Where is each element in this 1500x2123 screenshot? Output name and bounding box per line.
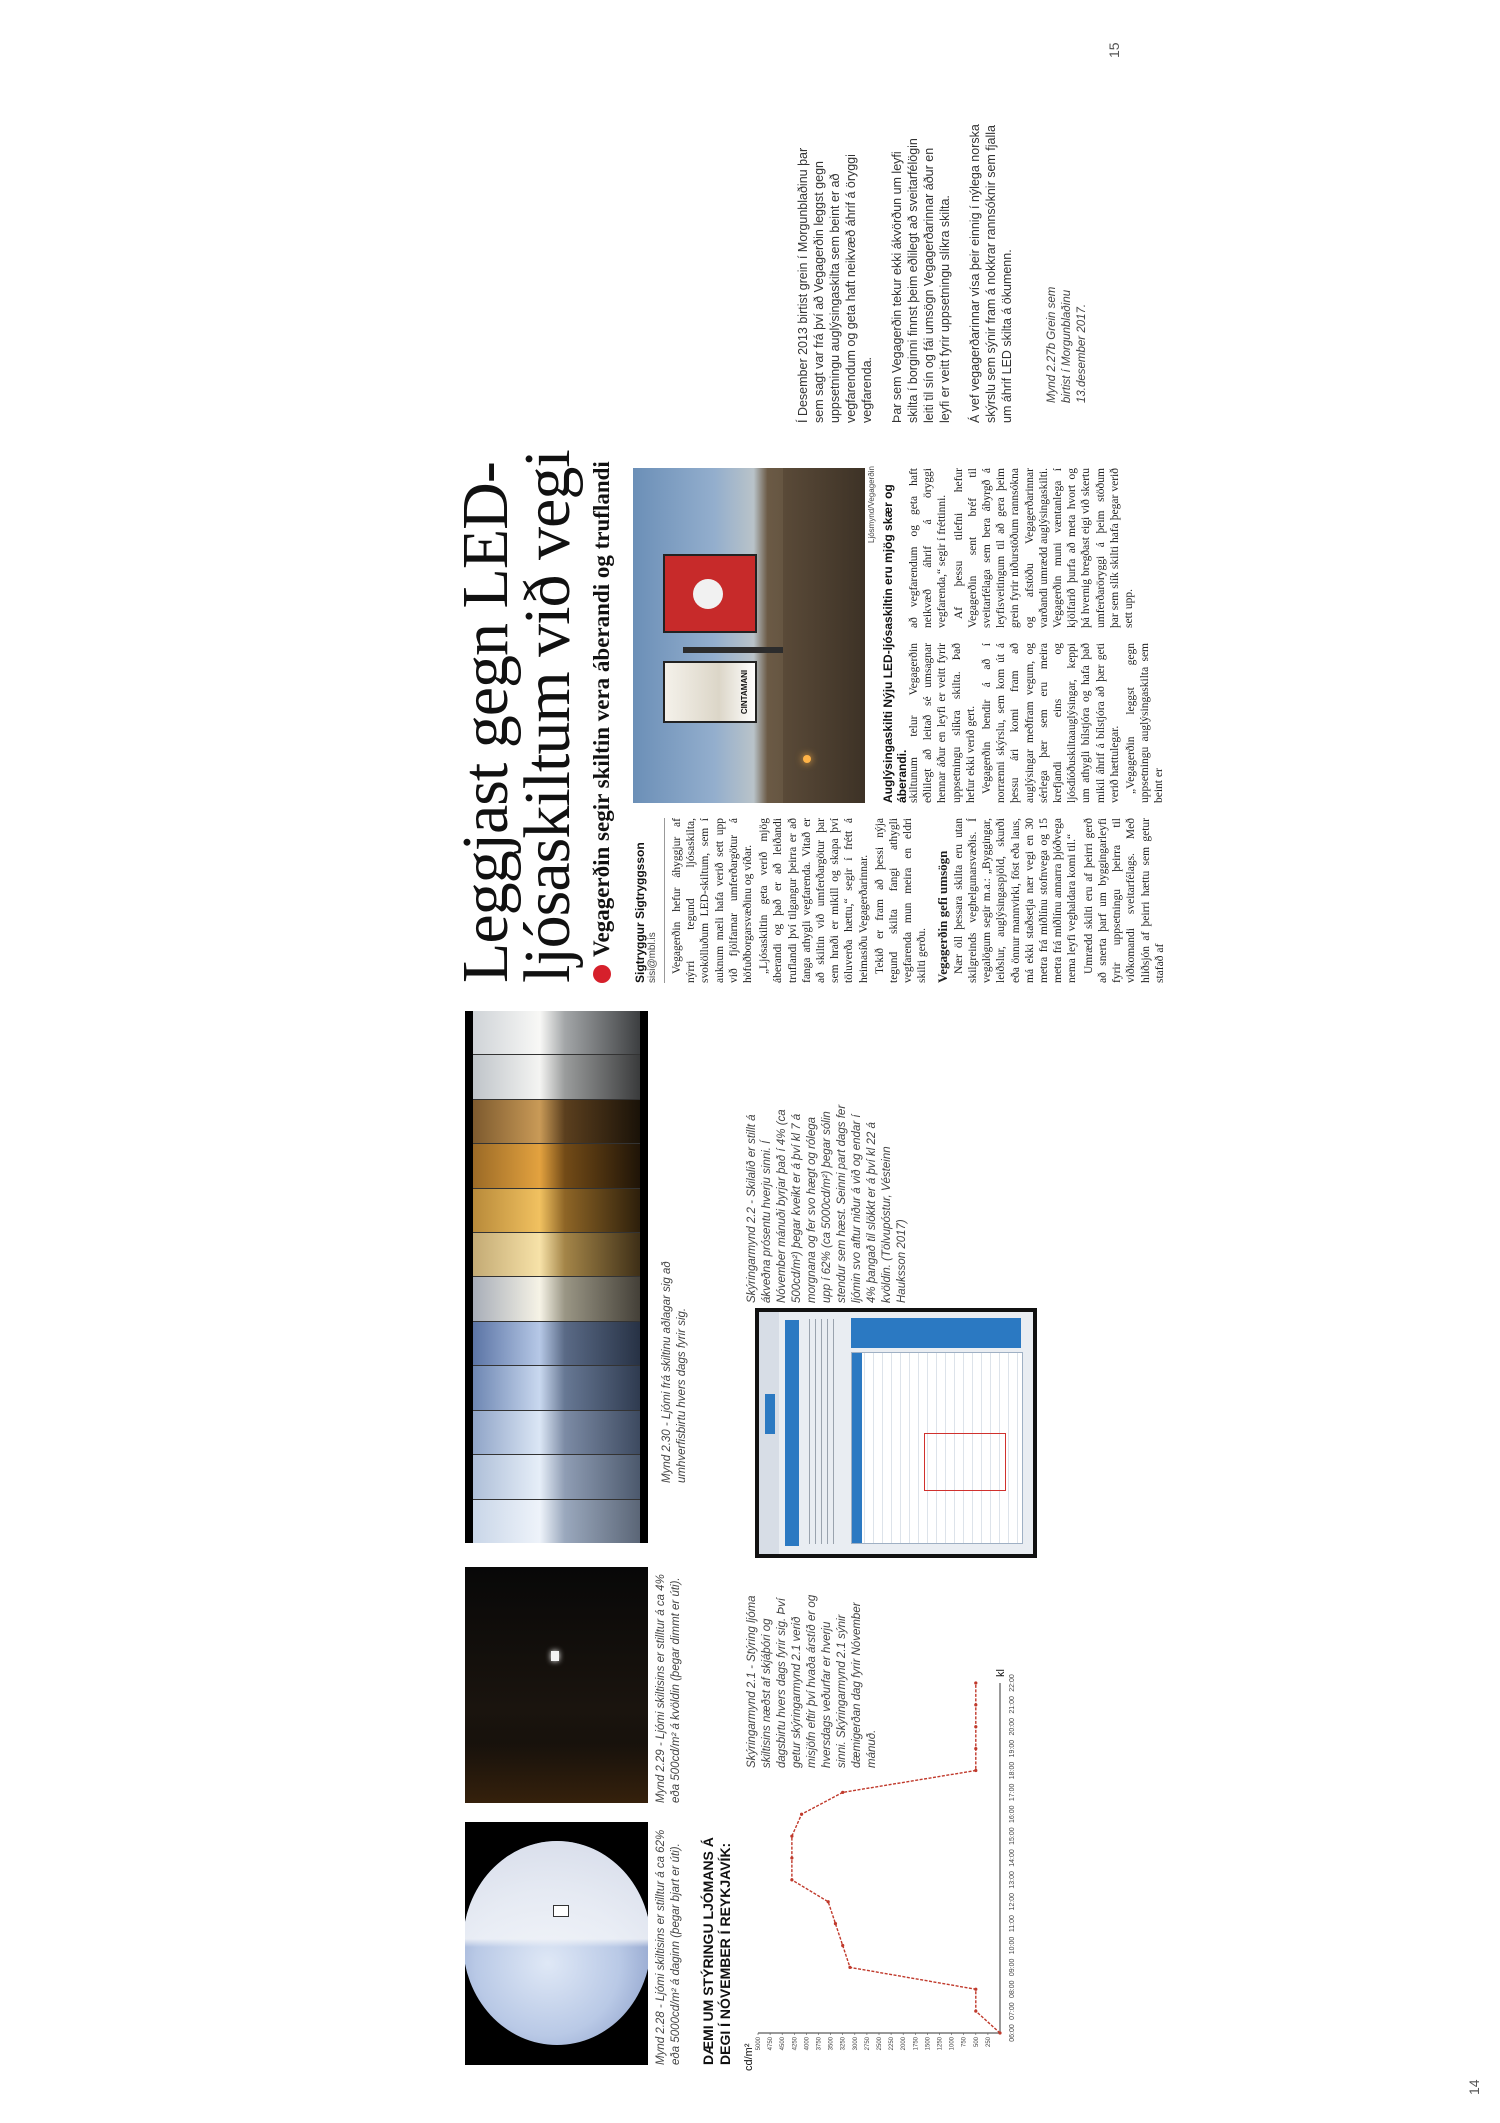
article-title-line1: Leggjast gegn LED- (449, 462, 522, 983)
page-number-left: 14 (1466, 2079, 1482, 2095)
right-page-body-text (795, 123, 1029, 423)
billboard-brand-label: CINTAMANI (740, 669, 749, 715)
article-column-1 (633, 818, 1169, 983)
fig-2-28-caption: Mynd 2.28 - Ljómi skiltisins er stilltur á ca 62% eða 5000cd/m² á daginn (þegar bjart er úti). (655, 1829, 682, 2065)
fisheye-day-billboard (553, 1905, 569, 1917)
y-tick-label: 3500 (828, 2037, 835, 2051)
x-tick-label: 09:00 (1009, 1958, 1016, 1977)
y-tick-label: 500 (973, 2037, 980, 2048)
billboard-screen-right (663, 554, 757, 633)
y-tick-label: 3750 (816, 2037, 823, 2051)
y-tick-label: 2750 (864, 2037, 871, 2051)
data-point (974, 1725, 977, 1728)
x-tick-label: 13:00 (1009, 1871, 1016, 1889)
photo-credit: Ljósmynd/Vegagerðin (867, 466, 876, 543)
billboard-photo (633, 468, 865, 803)
x-tick-label: 16:00 (1009, 1805, 1016, 1824)
y-tick-label: 2250 (889, 2037, 896, 2051)
article-email: sisi@mbl.is (647, 932, 658, 983)
col2-p1: skiltunum telur Vegagerðin eðlilegt að leitað sé umsagnar hennar áður en leyfi er veitt fyrir uppsetningu slíkra skilta. Það hefur ekki verið gert. (908, 643, 977, 803)
x-tick-label: 07:00 (1009, 2002, 1016, 2020)
screenshot-buttons (765, 1394, 775, 1434)
fig-2-27b-caption: Mynd 2.27b Grein sem birtist í Morgunblaðinu 13.desember 2017. (1046, 286, 1088, 403)
fisheye-day-snow (465, 1841, 648, 2045)
y-tick-label: 3250 (840, 2037, 847, 2051)
col1-heading: Vegagerðin gefi umsögn (934, 850, 950, 983)
col2-p2: Vegagerðin bendir á að í norrænni skýrslu, sem kom út á þessu ári komi fram að auglýsingar meðfram vegum, og sérlega þær sem eru meira krefjandi eins og ljósdíóðuskiltaauglýsingar, keppi um athygli bílstjóra og hafa það mikil áhrif á bílstjóra að þær geti verið hættulegar. (981, 643, 1121, 803)
x-tick-label: 15:00 (1009, 1827, 1016, 1845)
x-tick-label: 14:00 (1009, 1849, 1016, 1867)
y-axis-label: cd/m² (743, 2043, 755, 2071)
article-col1-text (670, 818, 1167, 983)
col1-p2: „Ljósaskiltin geta verið mjög áberandi og það er að leiðandi truflandi því tilgangur þeirra er að fanga athygli vegfarenda. Vitað er að skiltin við umferðargötur þar sem hraði er mikill og skapa því töluverða hættu,“ segir í frétt á heimasíðu Vegagerðarinnar. (758, 818, 870, 983)
night-billboard-light (551, 1651, 559, 1661)
brightness-strip (473, 1011, 640, 1543)
screenshot-text-block (809, 1319, 839, 1544)
fig-2-29-caption: Mynd 2.29 - Ljómi skiltisins er stilltur á ca 4% eða 500cd/m² á kvöldin (þegar dimmt er úti). (655, 1574, 682, 1803)
y-tick-label: 250 (985, 2037, 992, 2048)
x-tick-label: 17:00 (1009, 1783, 1016, 1802)
x-tick-label: 08:00 (1009, 1980, 1016, 1999)
x-axis-label: kl (995, 1669, 1007, 1677)
page-number-right: 15 (1106, 42, 1122, 58)
control-software-screenshot (755, 1308, 1037, 1558)
x-tick-label: 10:00 (1009, 1936, 1016, 1955)
chart-section-title: DÆMI UM STÝRINGU LJÓMANS Á DEGI Í NÓVEMBER Í REYKJAVÍK: (700, 1837, 733, 2065)
x-tick-label: 20:00 (1009, 1717, 1016, 1736)
data-point (848, 1966, 851, 1969)
screenshot-tab-bar (785, 1320, 799, 1546)
billboard-street-lamp (803, 755, 811, 763)
chart-description: Skýringarmynd 2.1 - Stýring ljóma skiltisins næðst af skjáþóri og dagsbirtu hvers dags fyrir sig. Því getur skýringarmynd 2.1 verið misjöfn eftir því hvaða árstíð er og hversdags veðurfar er hverju sinni. Skýringarmynd 2.1 sýnir dæmigerðan dag fyrir Nóvember mánuð. (746, 1594, 878, 1768)
data-point (998, 2031, 1001, 2034)
data-point (841, 1944, 844, 1947)
y-tick-label: 5000 (756, 2037, 762, 2051)
data-point (974, 1703, 977, 1706)
y-tick-label: 4750 (768, 2037, 775, 2051)
body-paragraph-3: Á vef vegagerðarinnar vísa þeir einnig í nýlega norska skýrslu sem sýnir fram á nokkrar rannsóknir sem fjalla um áhrif LED skilta á ökumenn. (968, 124, 1014, 423)
y-tick-label: 2000 (901, 2037, 908, 2051)
y-tick-label: 2500 (877, 2037, 883, 2051)
night-billboard-photo (465, 1567, 648, 1803)
x-tick-label: 22:00 (1009, 1674, 1016, 1692)
body-paragraph-2: Þar sem Vegagerðin tekur ekki ákvörðun um leyfi skilta í borginni finnst þeim eðlilegt að sveitarfélögin leiti til sín og fái umsögn Vegagerðarinnar áður en leyfi er veitt fyrir uppsetningu slíkra skilta. (890, 138, 952, 423)
y-tick-label: 1250 (937, 2037, 944, 2051)
data-point (974, 2010, 977, 2013)
x-tick-label: 11:00 (1009, 1915, 1016, 1933)
data-point (827, 1900, 830, 1903)
night-horizon-glow (465, 1743, 648, 1803)
x-tick-label: 19:00 (1009, 1739, 1016, 1758)
y-tick-label: 1750 (913, 2037, 920, 2051)
article-column-2 (907, 643, 1169, 803)
photo-caption: Auglýsingaskilti Nýju LED-ljósaskiltin eru mjög skær og áberandi. (881, 484, 909, 803)
y-tick-label: 4500 (780, 2037, 787, 2051)
data-point (974, 1747, 977, 1750)
article-title-line2: ljósaskiltum við vegi (511, 450, 584, 983)
col2-p3: „Vegagerðin leggst gegn uppsetningu auglýsingaskilta sem beint er (1125, 643, 1166, 803)
col1-p3: Tekið er fram að þessi nýja tegund skilta fangi athygli vegfarenda mun meira en eldri skilti gerðu. (873, 818, 929, 983)
data-point (974, 1681, 977, 1684)
brightness-strip-photo (465, 1011, 648, 1543)
col1-p1: Vegagerðin hefur áhyggjur af nýrri tegund ljósaskilta, svokölluðum LED-skiltum, sem í auknum mæli hafa verið sett upp við fjölfarnar umferðargötur á höfuðborgarsvæðinu og víðar. (671, 818, 755, 983)
y-tick-label: 1000 (949, 2037, 956, 2051)
y-tick-label: 750 (961, 2037, 968, 2048)
data-point (790, 1856, 793, 1859)
y-tick-label: 1500 (925, 2037, 932, 2051)
screenshot-side-panel (851, 1318, 1021, 1348)
article-subtitle-text: Vegagerðin segir skiltin vera áberandi og truflandi (589, 461, 614, 957)
col3-p2: Af þessu tilefni hefur Vegagerðin sent bréf til sveitarfélaga sem bera ábyrgð á leyfisveitingum til að gera þeim grein fyrir niðurstöðum rannsókna og afstöðu Vegagerðarinnar varðandi umrædd auglýsingaskilti. Vegagerðin muni væntanlega í kjölfarið þurfa að meta hvort og þá hvernig bregðast eigi við skertu umferðaröryggi á þeim stöðum þar sem slík skilti hafa þegar verið sett upp. (952, 468, 1136, 628)
red-dot-icon (593, 965, 611, 983)
fig-2-30-caption: Mynd 2.30 - Ljómi frá skiltinu aðlagar sig að umhverfisbirtu hvers dags fyrir sig. (661, 1261, 688, 1483)
x-tick-label: 12:00 (1009, 1892, 1016, 1911)
data-point (790, 1835, 793, 1838)
data-point (974, 1988, 977, 1991)
screenshot-description: Skýringarmynd 2.2 - Skilalið er stillt á ákveðna prósentu hverju sinni. Í Nóvember mánuði byrjar það í 4% (ca 500cd/m²) þegar kveikt er á því kl 7 á morgnana og fer svo hægt og rólega upp í 62% (ca 5000cd/m²) þegar sólin stendur sem hæst. Seinni part dags fer ljómin svo aftur niður á við og endar í 4% þangað til slökkt er á því kl 22 á kvöldin. (Tölvupóstur, Vésteinn Hauksson 2017) (746, 1104, 908, 1303)
data-point (834, 1922, 837, 1925)
billboard-screen-left (663, 661, 757, 723)
y-tick-label: 3000 (852, 2037, 859, 2051)
col1-p5: Umrædd skilti eru af þeirri gerð að snerta þarf um byggingarleyfi fyrir uppsetningu þeirra til viðkomandi sveitarfélags. Með hliðsjón af þeirri hættu sem getur stafað af (1082, 818, 1166, 983)
body-paragraph-1: Í Desember 2013 birtist grein í Morgunblaðinu þar sem sagt var frá því að Vegagerðin leggst gegn uppsetningu auglýsingaskilta sem beint er að vegfarendum og geta haft neikvæð áhrif á öryggi vegfarenda. (796, 147, 874, 423)
col3-p1: að vegfarendum og geta haft neikvæð áhrif á öryggi vegfarenda,“ segir í fréttinni. (908, 468, 949, 628)
article-subtitle (589, 461, 615, 983)
article-author: Sigtryggur Sigtryggsson (633, 842, 647, 983)
x-tick-label: 18:00 (1009, 1761, 1016, 1780)
y-tick-label: 4250 (792, 2037, 799, 2051)
screenshot-highlight-box (924, 1433, 1006, 1491)
billboard-road (783, 468, 865, 803)
data-point (974, 1769, 977, 1772)
data-point (790, 1878, 793, 1881)
y-tick-label: 4000 (804, 2037, 811, 2051)
article-column-3 (907, 468, 1138, 628)
fisheye-day-photo (465, 1822, 648, 2065)
x-tick-label: 21:00 (1009, 1696, 1016, 1714)
col1-p4: Nær öll þessara skilta eru utan skilgreinds veghelgunarsvæðis. Í vegalögum segir m.a.: „Byggingar, leiðslur, auglýsingaspjöld, skurði eða önnur mannvirki, föst eða laus, má ekki staðsetja nær vegi en 30 metra frá miðlínu stofnvega og 15 metra frá miðlínu annarra þjóðvega nema leyfi veghaldara komi til.“ (952, 818, 1079, 983)
data-point (841, 1791, 844, 1794)
screenshot-table (851, 1352, 1023, 1544)
data-point (800, 1813, 803, 1816)
x-tick-label: 06:00 (1009, 2024, 1016, 2042)
